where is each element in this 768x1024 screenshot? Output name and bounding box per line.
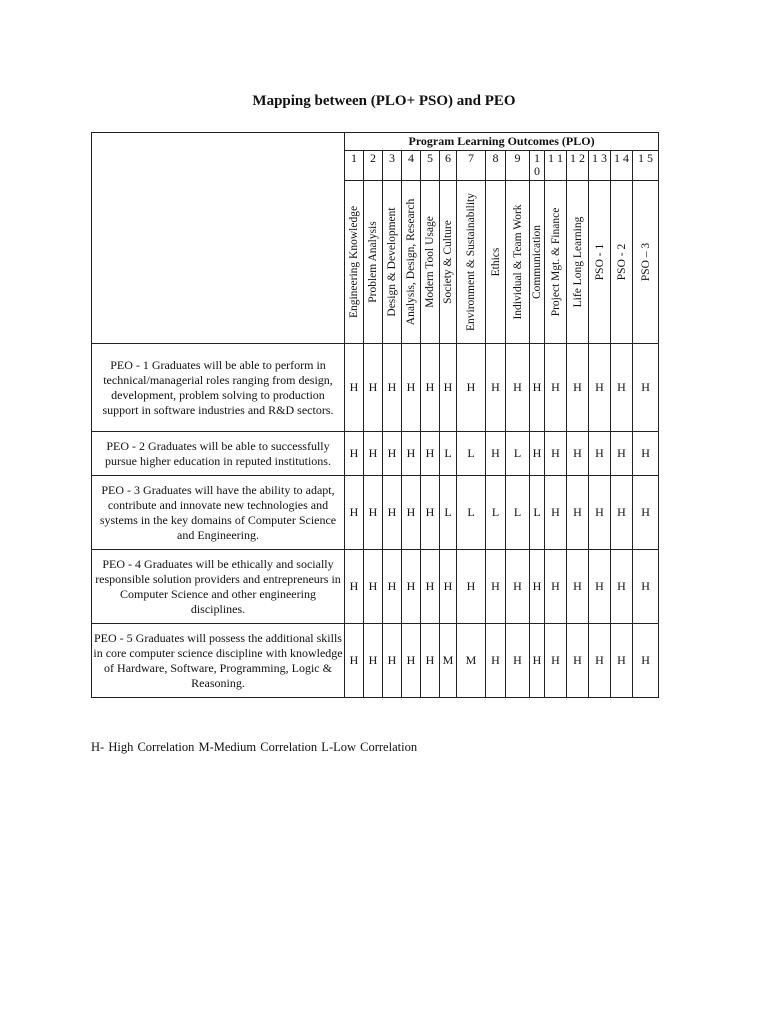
correlation-cell: H [611, 432, 633, 476]
correlation-cell: H [486, 624, 506, 698]
correlation-cell: H [530, 550, 545, 624]
column-number: 5 [421, 151, 440, 181]
mapping-table [91, 132, 659, 698]
correlation-cell: H [545, 550, 567, 624]
column-label: PSO - 2 [615, 243, 628, 281]
correlation-cell: L [530, 476, 545, 550]
correlation-cell: H [567, 344, 589, 432]
correlation-cell: H [611, 344, 633, 432]
column-label: Life Long Learning [571, 216, 584, 308]
correlation-cell: H [364, 476, 383, 550]
table-group-header-row [92, 133, 659, 151]
correlation-cell: H [567, 624, 589, 698]
column-label: Analysis, Design, Research [405, 198, 417, 326]
correlation-cell: H [567, 432, 589, 476]
correlation-cell: H [545, 624, 567, 698]
correlation-cell: H [530, 432, 545, 476]
correlation-cell: H [383, 550, 402, 624]
correlation-cell: H [589, 624, 611, 698]
correlation-cell: H [633, 344, 659, 432]
peo-description: PEO - 4 Graduates will be ethically and socially responsible solution providers and entrepreneurs in Computer Science and other engineering disciplines. [92, 550, 345, 624]
correlation-cell: H [530, 624, 545, 698]
correlation-cell: H [457, 344, 486, 432]
column-label: Problem Analysis [367, 221, 379, 303]
correlation-cell: H [589, 476, 611, 550]
correlation-cell: H [589, 550, 611, 624]
column-number: 1 3 [589, 151, 611, 181]
column-number: 8 [486, 151, 506, 181]
correlation-cell: H [589, 432, 611, 476]
table-corner-cell [92, 133, 345, 344]
column-number: 7 [457, 151, 486, 181]
column-label-cell [402, 181, 421, 344]
correlation-cell: L [457, 432, 486, 476]
peo-description: PEO - 1 Graduates will be able to perform in technical/managerial roles ranging from design, development, problem solving to production support in software industries and R&D sectors. [92, 344, 345, 432]
correlation-cell: H [530, 344, 545, 432]
correlation-cell: H [440, 550, 457, 624]
column-label-cell [567, 181, 589, 344]
correlation-legend: H- High Correlation M-Medium Correlation L-Low Correlation [91, 740, 418, 754]
correlation-cell: L [506, 432, 530, 476]
correlation-cell: H [421, 432, 440, 476]
correlation-cell: H [364, 432, 383, 476]
correlation-cell: L [506, 476, 530, 550]
column-label: Communication [531, 224, 543, 300]
correlation-cell: H [383, 432, 402, 476]
column-label: Project Mgt. & Finance [549, 207, 562, 317]
correlation-cell: H [364, 624, 383, 698]
column-label: Individual & Team Work [511, 204, 524, 320]
page-title: Mapping between (PLO+ PSO) and PEO [252, 93, 516, 109]
column-label-cell [440, 181, 457, 344]
column-number: 1 1 [545, 151, 567, 181]
column-number: 1 2 [567, 151, 589, 181]
correlation-cell: H [402, 476, 421, 550]
table-row [92, 550, 659, 624]
column-number: 9 [506, 151, 530, 181]
table-row [92, 432, 659, 476]
correlation-cell: L [440, 432, 457, 476]
column-label-cell [589, 181, 611, 344]
correlation-cell: H [345, 624, 364, 698]
correlation-cell: H [633, 432, 659, 476]
column-label-cell [611, 181, 633, 344]
column-label-cell [383, 181, 402, 344]
correlation-cell: H [567, 476, 589, 550]
correlation-cell: H [545, 476, 567, 550]
correlation-cell: H [589, 344, 611, 432]
correlation-cell: H [486, 432, 506, 476]
correlation-cell: H [486, 550, 506, 624]
correlation-cell: H [402, 550, 421, 624]
correlation-cell: H [633, 550, 659, 624]
correlation-cell: H [506, 550, 530, 624]
correlation-cell: H [506, 624, 530, 698]
peo-description: PEO - 2 Graduates will be able to successfully pursue higher education in reputed institutions. [92, 432, 345, 476]
column-label: Design & Development [386, 207, 398, 317]
correlation-cell: H [611, 550, 633, 624]
correlation-cell: L [440, 476, 457, 550]
column-label-cell [545, 181, 567, 344]
column-number: 2 [364, 151, 383, 181]
correlation-cell: H [611, 624, 633, 698]
plo-group-header: Program Learning Outcomes (PLO) [345, 133, 659, 151]
column-label-cell [364, 181, 383, 344]
correlation-cell: H [364, 550, 383, 624]
correlation-cell: H [345, 432, 364, 476]
column-number: 1 4 [611, 151, 633, 181]
peo-description: PEO - 5 Graduates will possess the additional skills in core computer science discipline with knowledge of Hardware, Software, Programming, Logic & Reasoning. [92, 624, 345, 698]
column-label: Society & Culture [442, 220, 454, 304]
correlation-cell: H [402, 624, 421, 698]
correlation-cell: L [457, 476, 486, 550]
correlation-cell: H [402, 344, 421, 432]
column-label: PSO – 3 [639, 242, 652, 282]
correlation-cell: H [421, 624, 440, 698]
correlation-cell: H [633, 476, 659, 550]
column-label: PSO - 1 [593, 243, 606, 281]
column-number: 1 [345, 151, 364, 181]
column-number: 3 [383, 151, 402, 181]
column-label: Modern Tool Usage [424, 216, 436, 308]
column-label-cell [486, 181, 506, 344]
correlation-cell: H [421, 550, 440, 624]
correlation-cell: H [633, 624, 659, 698]
correlation-cell: H [345, 476, 364, 550]
correlation-cell: H [545, 432, 567, 476]
correlation-cell: H [345, 550, 364, 624]
peo-description: PEO - 3 Graduates will have the ability to adapt, contribute and innovate new technologies and systems in the key domains of Computer Science and Engineering. [92, 476, 345, 550]
correlation-cell: M [440, 624, 457, 698]
correlation-cell: M [457, 624, 486, 698]
correlation-cell: H [486, 344, 506, 432]
correlation-cell: H [345, 344, 364, 432]
correlation-cell: H [421, 344, 440, 432]
column-label-cell [633, 181, 659, 344]
table-row [92, 476, 659, 550]
correlation-cell: H [421, 476, 440, 550]
correlation-cell: H [383, 624, 402, 698]
correlation-cell: H [567, 550, 589, 624]
column-number: 4 [402, 151, 421, 181]
column-label-cell [421, 181, 440, 344]
correlation-cell: H [383, 476, 402, 550]
column-label: Engineering Knowledge [348, 205, 360, 319]
column-label-cell [345, 181, 364, 344]
column-number: 6 [440, 151, 457, 181]
column-label-cell [457, 181, 486, 344]
column-label-cell [530, 181, 545, 344]
correlation-cell: H [457, 550, 486, 624]
correlation-cell: H [545, 344, 567, 432]
correlation-cell: H [402, 432, 421, 476]
column-label: Ethics [489, 247, 502, 277]
table-row [92, 624, 659, 698]
correlation-cell: H [383, 344, 402, 432]
column-label-cell [506, 181, 530, 344]
correlation-cell: H [364, 344, 383, 432]
column-number: 1 5 [633, 151, 659, 181]
column-number: 1 0 [530, 151, 545, 181]
column-label: Environment & Sustainability [465, 193, 477, 331]
correlation-cell: L [486, 476, 506, 550]
table-row [92, 344, 659, 432]
correlation-cell: H [506, 344, 530, 432]
correlation-cell: H [440, 344, 457, 432]
correlation-cell: H [611, 476, 633, 550]
